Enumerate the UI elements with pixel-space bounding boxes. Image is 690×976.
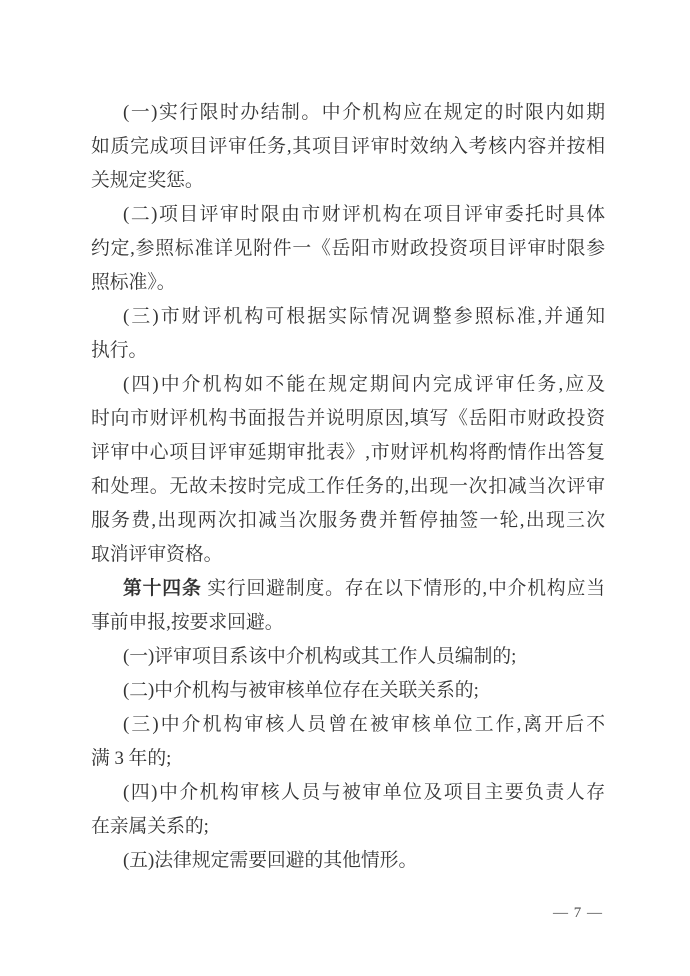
text-line: 事前申报,按要求回避。 [91, 612, 284, 633]
paragraph [91, 572, 605, 640]
document-body [91, 96, 605, 878]
text-line [91, 572, 605, 606]
text-line: 时向市财评机构书面报告并说明原因,填写《岳阳市财政投资 [91, 408, 605, 429]
text-line: 关规定奖惩。 [91, 170, 204, 191]
text-line: (三)市财评机构可根据实际情况调整参照标准,并通知 [123, 306, 605, 327]
text-line: (四)中介机构如不能在规定期间内完成评审任务,应及 [123, 374, 605, 395]
text-line: (三)中介机构审核人员曾在被审核单位工作,离开后不 [123, 714, 605, 735]
paragraph [91, 674, 605, 708]
text-line: (五)法律规定需要回避的其他情形。 [123, 850, 418, 871]
text-line: (二)项目评审时限由市财评机构在项目评审委托时具体 [123, 204, 605, 225]
text-line: (二)中介机构与被审核单位存在关联关系的; [123, 680, 479, 701]
text-line: (四)中介机构审核人员与被审单位及项目主要负责人存 [123, 782, 605, 803]
page-number: — 7 — [553, 905, 603, 921]
text-line: 评审中心项目评审延期审批表》,市财评机构将酌情作出答复 [91, 442, 605, 463]
article-number: 第十四条 [123, 578, 202, 599]
paragraph [91, 300, 605, 368]
text-line: 服务费,出现两次扣减当次服务费并暂停抽签一轮,出现三次 [91, 510, 605, 531]
text-line: 满 3 年的; [91, 748, 172, 769]
text-line: 执行。 [91, 340, 148, 361]
text-line: 在亲属关系的; [91, 816, 209, 837]
text-line: 照标准》。 [91, 272, 176, 293]
paragraph [91, 776, 605, 844]
text-segment: 实行回避制度。存在以下情形的,中介机构应当 [201, 578, 606, 599]
paragraph [91, 640, 605, 674]
paragraph [91, 198, 605, 300]
paragraph [91, 708, 605, 776]
paragraph [91, 368, 605, 572]
text-line: (一)实行限时办结制。中介机构应在规定的时限内如期 [123, 102, 605, 123]
paragraph [91, 96, 605, 198]
text-line: 和处理。无故未按时完成工作任务的,出现一次扣减当次评审 [91, 476, 605, 497]
paragraph [91, 844, 605, 878]
text-line: 如质完成项目评审任务,其项目评审时效纳入考核内容并按相 [91, 136, 605, 157]
text-line: (一)评审项目系该中介机构或其工作人员编制的; [123, 646, 517, 667]
text-line: 约定,参照标准详见附件一《岳阳市财政投资项目评审时限参 [91, 238, 605, 259]
page-footer [553, 903, 603, 923]
text-line: 取消评审资格。 [91, 544, 223, 565]
